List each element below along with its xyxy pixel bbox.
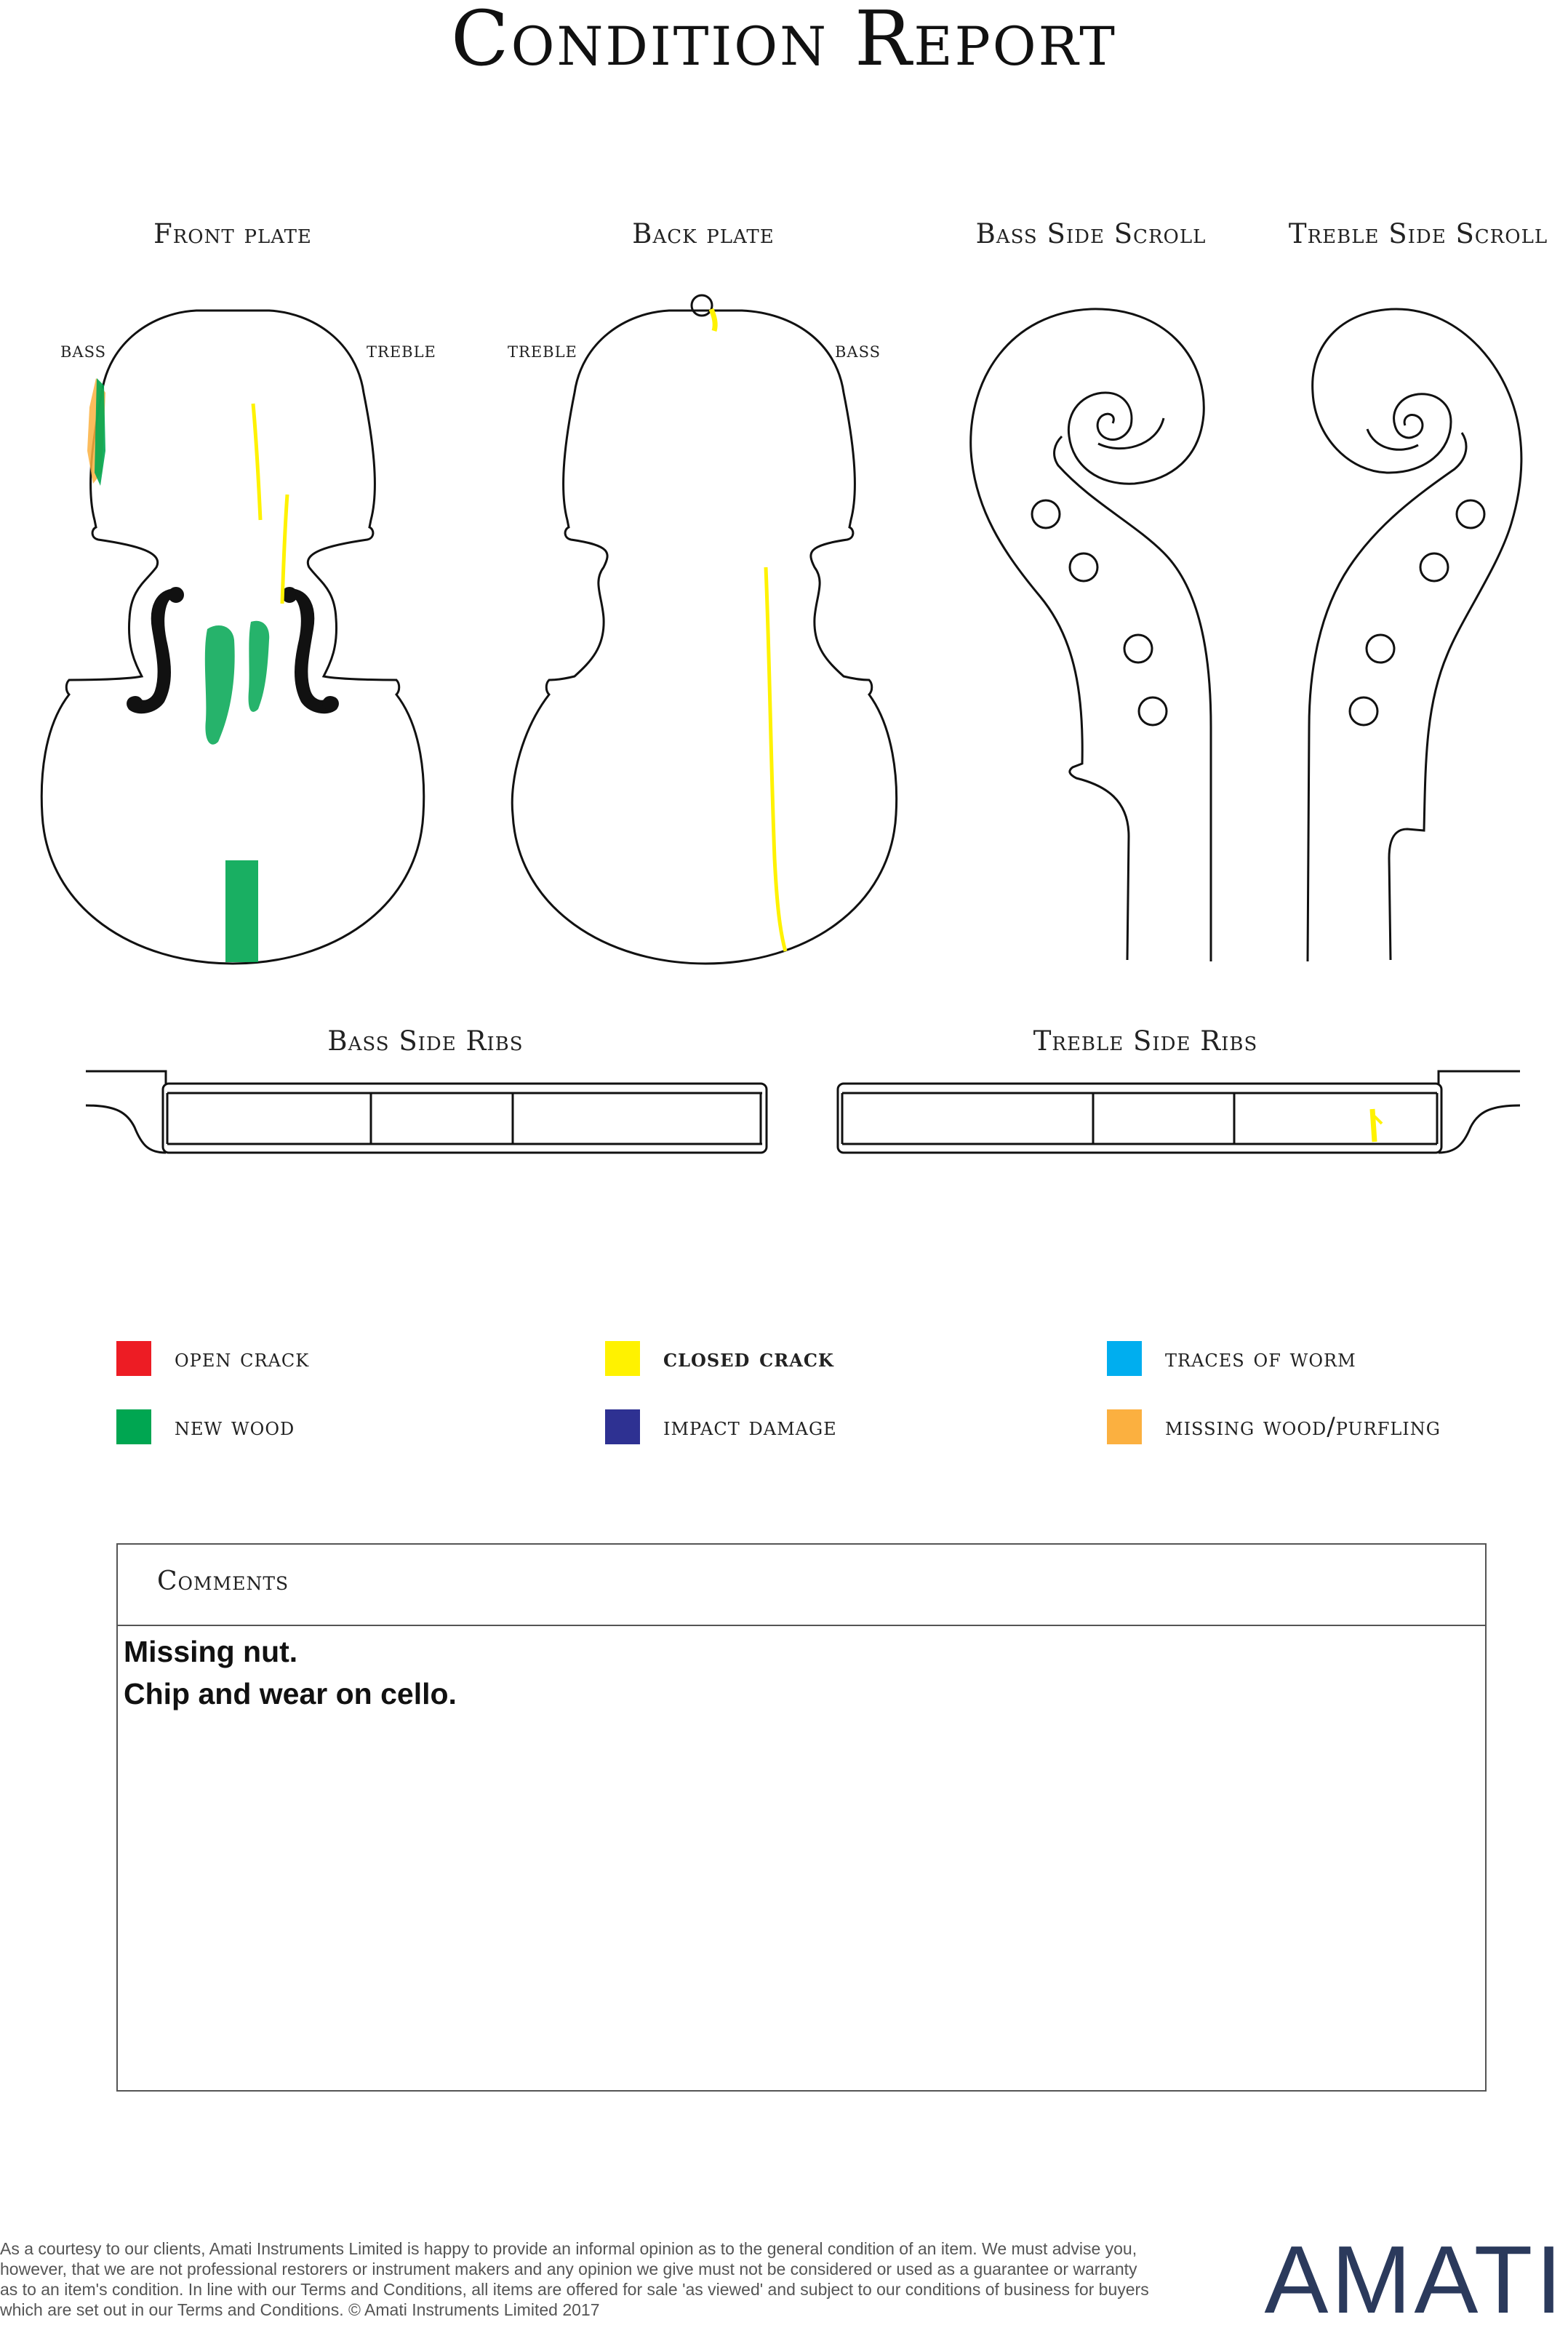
back-treble-label: TREBLE: [508, 343, 577, 361]
bass-side-scroll-title: Bass Side Scroll: [975, 218, 1207, 249]
treble-ribs-drawing: [838, 1071, 1520, 1153]
comments-body: [118, 1626, 1485, 1715]
legend-label: closed crack: [663, 1344, 834, 1373]
legend-label: traces of worm: [1165, 1344, 1356, 1373]
legend-label: impact damage: [663, 1412, 837, 1441]
front-bass-label: BASS: [60, 343, 107, 361]
comment-line: Missing nut.: [124, 1635, 298, 1668]
legend-swatch: [116, 1341, 151, 1376]
legend-traces-of-worm: [1107, 1340, 1356, 1377]
legend-closed-crack: [605, 1340, 834, 1377]
legend-swatch: [1107, 1409, 1142, 1444]
comments-header: [118, 1545, 1485, 1626]
legend-missing-wood: [1107, 1408, 1441, 1446]
back-bass-label: BASS: [835, 343, 881, 361]
legend-swatch: [605, 1341, 640, 1376]
legend-open-crack: [116, 1340, 309, 1377]
legend-swatch: [1107, 1341, 1142, 1376]
bass-side-ribs-title: Bass Side Ribs: [327, 1025, 524, 1057]
treble-ribs-damage-marks: [1372, 1109, 1382, 1142]
legend-new-wood: [116, 1408, 295, 1446]
treble-side-ribs-title: Treble Side Ribs: [1033, 1025, 1258, 1057]
legend-label: new wood: [175, 1412, 295, 1441]
comments-box: [116, 1543, 1487, 2092]
page-title: Condition Report: [451, 0, 1117, 83]
legend-label: missing wood/purfling: [1165, 1412, 1441, 1441]
legend-swatch: [116, 1409, 151, 1444]
front-plate-title: Front plate: [153, 218, 312, 249]
back-damage-marks: [711, 309, 785, 951]
amati-logo: AMATI: [1264, 2226, 1565, 2333]
comment-line: Chip and wear on cello.: [124, 1677, 457, 1710]
legend-impact-damage: [605, 1408, 837, 1446]
legend-label: open crack: [175, 1344, 310, 1373]
front-damage-marks: [87, 378, 287, 962]
treble-scroll-drawing: [1308, 309, 1521, 961]
treble-side-scroll-title: Treble Side Scroll: [1288, 218, 1548, 249]
bass-scroll-drawing: [971, 309, 1211, 961]
back-plate-title: Back plate: [632, 218, 775, 249]
bass-ribs-drawing: [86, 1071, 767, 1153]
front-treble-label: TREBLE: [367, 343, 436, 361]
disclaimer-text: As a courtesy to our clients, Amati Instruments Limited is happy to provide an informal opinion as to the general condition of an item. We must advise you, however, that we are not professional restorers or instrument makers and any opinion we give must not be considered or used as a guarantee or warranty as to an item's condition. In line with our Terms and Conditions, all items are offered for sale 'as viewed' and subject to our conditions of business for buyers which are set out in our Terms and Conditions. © Amati Instruments Limited 2017: [0, 2239, 1149, 2319]
comments-title: Comments: [157, 1566, 289, 1596]
legend-swatch: [605, 1409, 640, 1444]
back-plate-drawing: [512, 295, 896, 964]
